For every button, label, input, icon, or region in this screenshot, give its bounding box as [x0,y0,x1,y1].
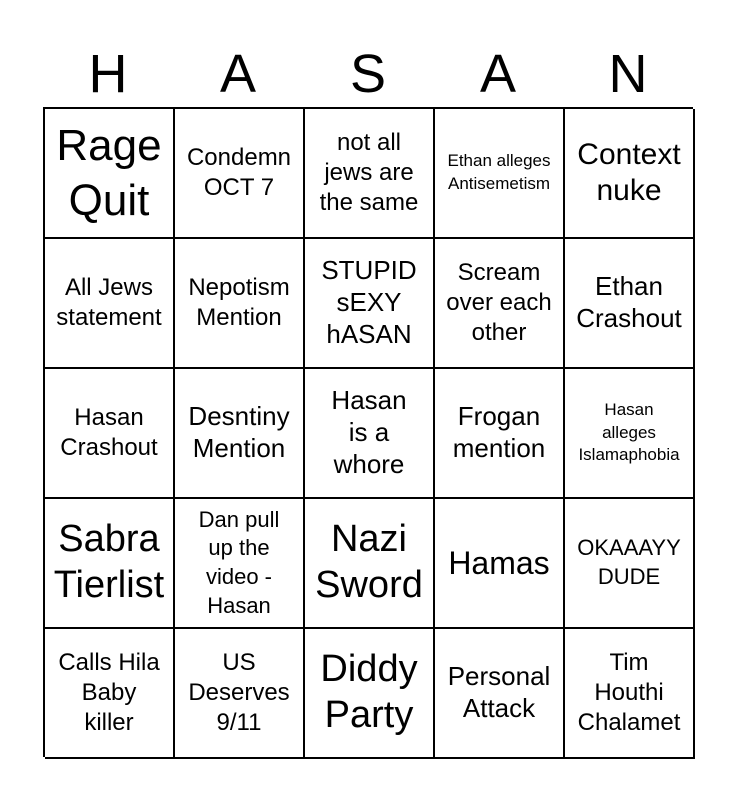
bingo-cell[interactable]: Dan pull up the video - Hasan [175,499,305,629]
bingo-cell[interactable]: Sabra Tierlist [45,499,175,629]
header-letter-a: A [479,44,517,104]
bingo-cell[interactable]: Hasan Crashout [45,369,175,499]
bingo-cell[interactable]: Desntiny Mention [175,369,305,499]
header-letter-h: H [88,44,128,104]
bingo-cell[interactable]: not all jews are the same [305,109,435,239]
bingo-cell[interactable]: Frogan mention [435,369,565,499]
bingo-cell[interactable]: US Deserves 9/11 [175,629,305,759]
bingo-cell[interactable]: Context nuke [565,109,695,239]
header-letter-n: N [608,44,648,104]
bingo-cell[interactable]: Rage Quit [45,109,175,239]
bingo-cell[interactable]: STUPID sEXY hASAN [305,239,435,369]
bingo-cell[interactable]: Hamas [435,499,565,629]
bingo-cell[interactable]: Calls Hila Baby killer [45,629,175,759]
bingo-cell[interactable]: Hasan is a whore [305,369,435,499]
bingo-cell[interactable]: Hasan alleges Islamaphobia [565,369,695,499]
bingo-cell[interactable]: Ethan alleges Antisemetism [435,109,565,239]
bingo-cell[interactable]: All Jews statement [45,239,175,369]
bingo-board [43,107,693,757]
bingo-cell[interactable]: Scream over each other [435,239,565,369]
bingo-header [43,40,693,108]
header-letter-a: A [219,44,257,104]
bingo-cell[interactable]: Condemn OCT 7 [175,109,305,239]
bingo-cell[interactable]: Nazi Sword [305,499,435,629]
bingo-cell[interactable]: Nepotism Mention [175,239,305,369]
bingo-cell[interactable]: Diddy Party [305,629,435,759]
header-letter-s: S [349,44,387,104]
bingo-cell[interactable]: Tim Houthi Chalamet [565,629,695,759]
bingo-cell[interactable]: Personal Attack [435,629,565,759]
bingo-cell[interactable]: Ethan Crashout [565,239,695,369]
bingo-cell[interactable]: OKAAAYY DUDE [565,499,695,629]
